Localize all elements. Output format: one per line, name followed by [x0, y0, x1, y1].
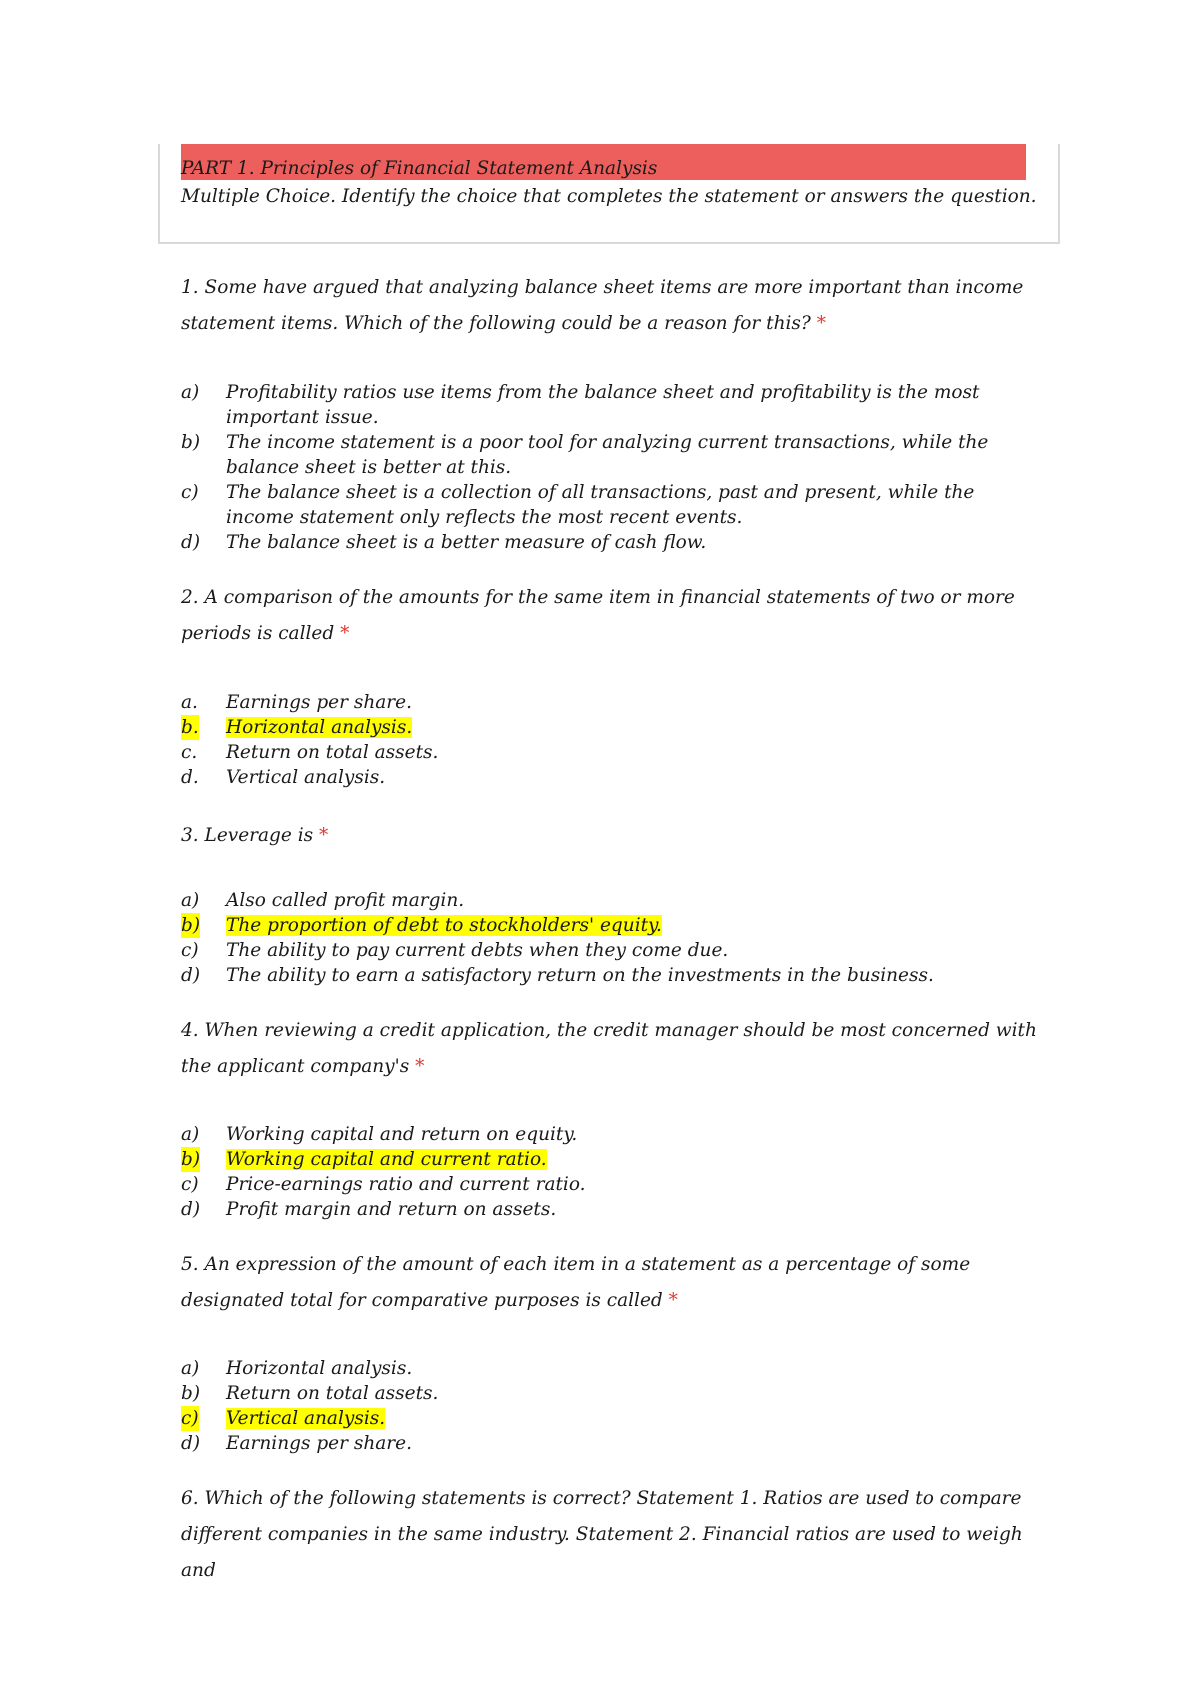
option-text: Profitability ratios use items from the balance sheet and profitability is the most important issue.	[226, 382, 980, 428]
option-text: Horizontal analysis.	[226, 717, 413, 738]
question-stem: 6. Which of the following statements is correct? Statement 1. Ratios are used to compare different companies in the same industry. Statement 2. Financial ratios are used to weigh and	[181, 1488, 1023, 1581]
option-letter: c)	[181, 1174, 199, 1195]
option[interactable]	[181, 1172, 1041, 1197]
option-text: Horizontal analysis.	[226, 1358, 413, 1379]
option-text: Vertical analysis.	[226, 1408, 386, 1429]
question-stem: 3. Leverage is	[181, 825, 314, 846]
option-letter: c.	[181, 742, 198, 763]
option-highlighted[interactable]	[181, 1147, 1041, 1172]
option-highlighted[interactable]	[181, 913, 1041, 938]
option-highlighted[interactable]	[181, 715, 1041, 740]
option-text: The proportion of debt to stockholders' equity.	[226, 915, 662, 936]
part-title: PART 1. Principles of Financial Statement Analysis	[181, 158, 658, 179]
question-6	[181, 1481, 1041, 1589]
question-5	[181, 1247, 1041, 1319]
option-text: Working capital and current ratio.	[226, 1149, 547, 1170]
question-3	[181, 818, 1041, 854]
option-text: Price-earnings ratio and current ratio.	[226, 1174, 586, 1195]
option-letter: d)	[181, 965, 201, 986]
option-letter: b)	[181, 1149, 201, 1170]
option[interactable]	[181, 938, 1041, 963]
option-text: The ability to earn a satisfactory return on the investments in the business.	[226, 965, 934, 986]
option[interactable]	[181, 963, 1041, 988]
option-letter: d)	[181, 532, 201, 553]
options-3	[181, 888, 1041, 988]
required-mark: *	[340, 623, 350, 644]
option[interactable]	[181, 380, 1041, 430]
instructions: Multiple Choice. Identify the choice that completes the statement or answers the question.	[181, 186, 1037, 207]
required-mark: *	[668, 1290, 678, 1311]
option-text: Working capital and return on equity.	[226, 1124, 578, 1145]
option-letter: d)	[181, 1433, 201, 1454]
option-letter: c)	[181, 482, 199, 503]
option-letter: a)	[181, 1358, 200, 1379]
option-letter: a)	[181, 890, 200, 911]
question-stem: 1. Some have argued that analyzing balance sheet items are more important than income statement items. Which of the following could be a reason for this?	[181, 277, 1024, 334]
options-1	[181, 380, 1041, 555]
question-stem: 5. An expression of the amount of each item in a statement as a percentage of some designated total for comparative purposes is called	[181, 1254, 971, 1311]
option[interactable]	[181, 480, 1041, 530]
option-letter: b)	[181, 915, 201, 936]
option[interactable]	[181, 690, 1041, 715]
option-text: The income statement is a poor tool for analyzing current transactions, while the balance sheet is better at this.	[226, 432, 989, 478]
option-text: Also called profit margin.	[226, 890, 465, 911]
option-text: Earnings per share.	[226, 1433, 412, 1454]
option-letter: c)	[181, 1408, 199, 1429]
option-text: Return on total assets.	[226, 742, 439, 763]
options-2	[181, 690, 1041, 790]
required-mark: *	[319, 825, 329, 846]
option-text: Return on total assets.	[226, 1383, 439, 1404]
option-letter: d)	[181, 1199, 201, 1220]
option[interactable]	[181, 530, 1041, 555]
option-highlighted[interactable]	[181, 1406, 1041, 1431]
option-letter: c)	[181, 940, 199, 961]
option-letter: b.	[181, 717, 199, 738]
option-text: Earnings per share.	[226, 692, 412, 713]
option[interactable]	[181, 765, 1041, 790]
option[interactable]	[181, 1197, 1041, 1222]
required-mark: *	[816, 313, 826, 334]
option-letter: a)	[181, 382, 200, 403]
option[interactable]	[181, 1356, 1041, 1381]
option-letter: a)	[181, 1124, 200, 1145]
option[interactable]	[181, 740, 1041, 765]
option[interactable]	[181, 430, 1041, 480]
option[interactable]	[181, 888, 1041, 913]
option[interactable]	[181, 1381, 1041, 1406]
option-letter: a.	[181, 692, 198, 713]
question-2	[181, 580, 1041, 652]
options-5	[181, 1356, 1041, 1456]
question-stem: 4. When reviewing a credit application, the credit manager should be most concerned with the applicant company's	[181, 1020, 1037, 1077]
option[interactable]	[181, 1122, 1041, 1147]
option-letter: b)	[181, 432, 201, 453]
question-4	[181, 1013, 1041, 1085]
option[interactable]	[181, 1431, 1041, 1456]
question-1	[181, 270, 1041, 342]
option-text: The balance sheet is a collection of all transactions, past and present, while the income statement only reflects the most recent events.	[226, 482, 975, 528]
option-letter: d.	[181, 767, 199, 788]
option-text: Profit margin and return on assets.	[226, 1199, 557, 1220]
option-text: The balance sheet is a better measure of cash flow.	[226, 532, 707, 553]
option-text: The ability to pay current debts when they come due.	[226, 940, 729, 961]
option-text: Vertical analysis.	[226, 767, 386, 788]
options-4	[181, 1122, 1041, 1222]
required-mark: *	[415, 1056, 425, 1077]
question-stem: 2. A comparison of the amounts for the same item in financial statements of two or more periods is called	[181, 587, 1015, 644]
option-letter: b)	[181, 1383, 201, 1404]
